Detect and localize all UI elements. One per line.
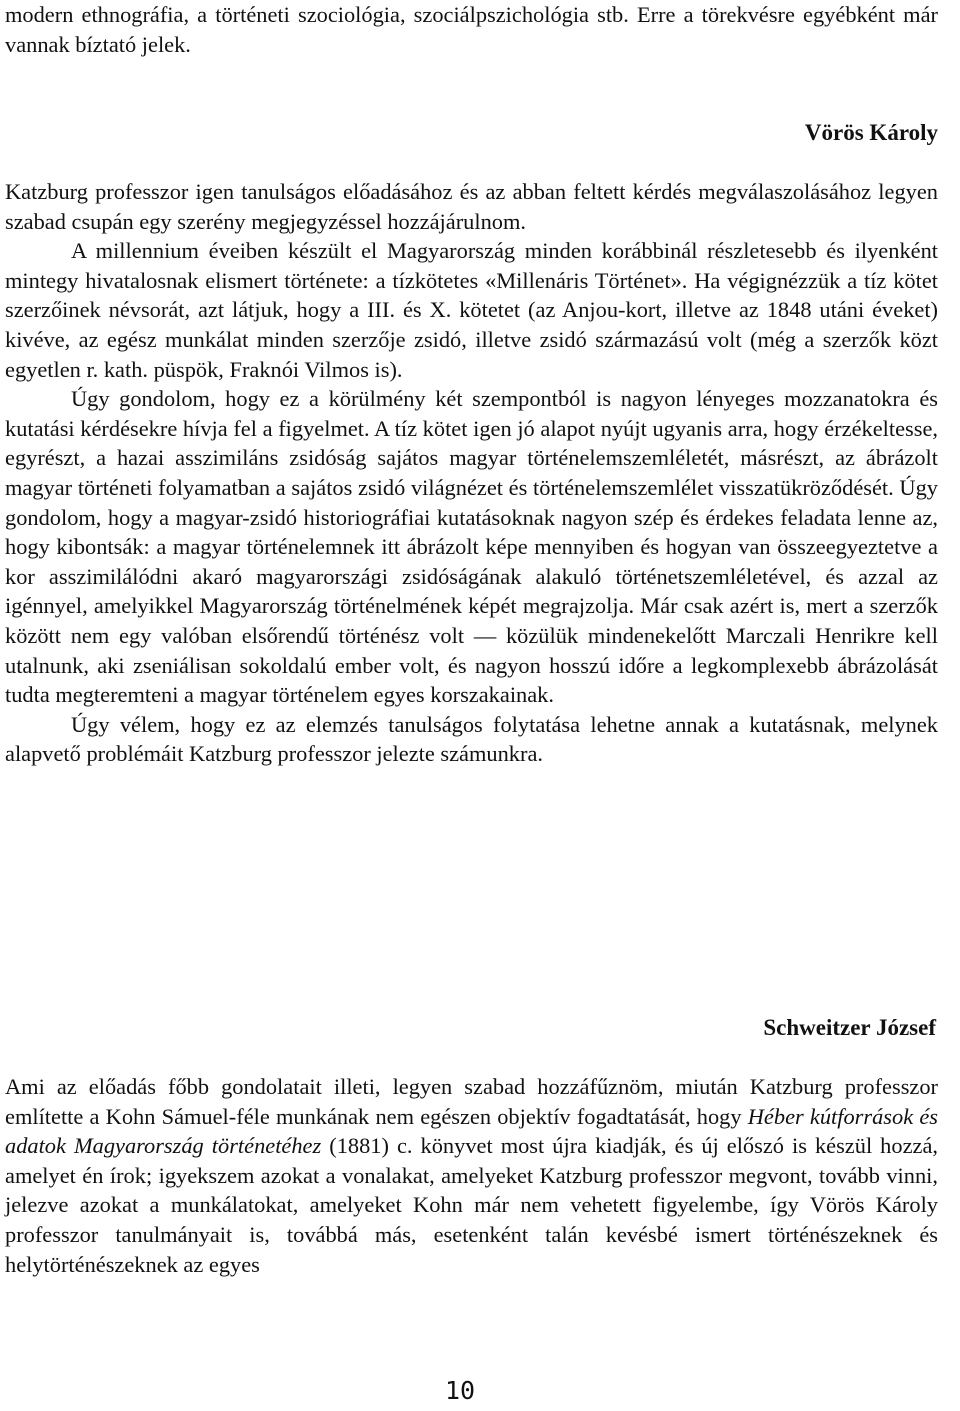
paragraph-text: (1881) c. könyvet most újra kiadják, és új előszó is készül hozzá, amelyet én írok; igyekszem azokat a vonalakat, amelyeket Katzburg professzor megvont, tovább vinni, jelezve azokat a munkálatokat, amelyeket Kohn már nem vehetett figyelembe, így Vörös Károly professzor tanulmányait is, továbbá más, esetenként talán kevésbé ismert történészeknek és helytörténészeknek az egyes [5,1133,938,1277]
paragraph: A millennium éveiben készült el Magyarország minden korábbinál részletesebb és ilyenként mintegy hivatalosnak elismert története: a tízkötetes «Millenáris Történet». Ha végignézzük a tíz kötet szerzőinek névsorát, azt látjuk, hogy a III. és X. kötetet (az Anjou-kort, illetve az 1848 utáni éveket) kivéve, az egész munkálat minden szerzője zsidó, illetve zsidó származású volt (még a szerzők közt egyetlen r. kath. püspök, Fraknói Vilmos is). [5,238,938,382]
section-schweitzer-jozsef [5,1072,938,1279]
author-name: Vörös Károly [804,120,938,145]
paragraph: modern ethnográfia, a történeti szociológia, szociálpszichológia stb. Erre a törekvésre egyébként már vannak bíztató jelek. [5,2,938,57]
paragraph: Úgy gondolom, hogy ez a körülmény két szempontból is nagyon lényeges mozzanatokra és kutatási kérdésekre hívja fel a figyelmet. A tíz kötet igen jó alapot nyújt ugyanis arra, hogy érzékeltesse, egyrészt, a hazai asszimiláns zsidóság sajátos magyar történelemszemléletét, másrészt, az ábrázolt magyar történeti folyamatban a sajátos zsidó világnézet és történelemszemlélet visszatükröződését. Úgy gondolom, hogy a magyar-zsidó historiográfiai kutatásoknak nagyon szép és érdekes feladata lenne az, hogy kibontsák: a magyar történelemnek itt ábrázolt képe mennyiben és hogyan van összeegyeztetve a kor asszimilálódni akaró magyarországi zsidóságának alakuló történetszemléletével, és azzal az igénnyel, amelyikkel Magyarország történelmének képét megrajzolja. Már csak azért is, mert a szerzők között nem egy valóban elsőrendű történész volt — közülük mindenekelőtt Marczali Henrikre kell utalnunk, aki zseniálisan sokoldalú ember volt, és nagyon hosszú időre a legkomplexebb ábrázolását tudta megteremteni a magyar történelem egyes korszakainak. [5,386,938,708]
paragraph-text: Ami az előadás főbb gondolatait illeti, legyen szabad hozzáfűznöm, miután Katzburg professzor említette a Kohn Sámuel-féle munkának nem egészen objektív fogadtatását, hogy [5,1074,938,1129]
paragraph [5,1072,938,1279]
paragraph: Úgy vélem, hogy ez az elemzés tanulságos folytatása lehetne annak a kutatásnak, melynek alapvető problémáit Katzburg professzor jelezte számunkra. [5,711,938,767]
page-number: 10 [445,1376,476,1405]
continuation-block [5,0,938,59]
author-name: Schweitzer József [763,1015,936,1040]
paragraph: Katzburg professzor igen tanulságos előadásához és az abban feltett kérdés megválaszolásához legyen szabad csupán egy szerény megjegyzéssel hozzájárulnom. [5,179,938,234]
book-title: Héber kútforrások és adatok Magyarország történetéhez [5,1103,939,1159]
section-vorös-karoly [5,177,938,769]
